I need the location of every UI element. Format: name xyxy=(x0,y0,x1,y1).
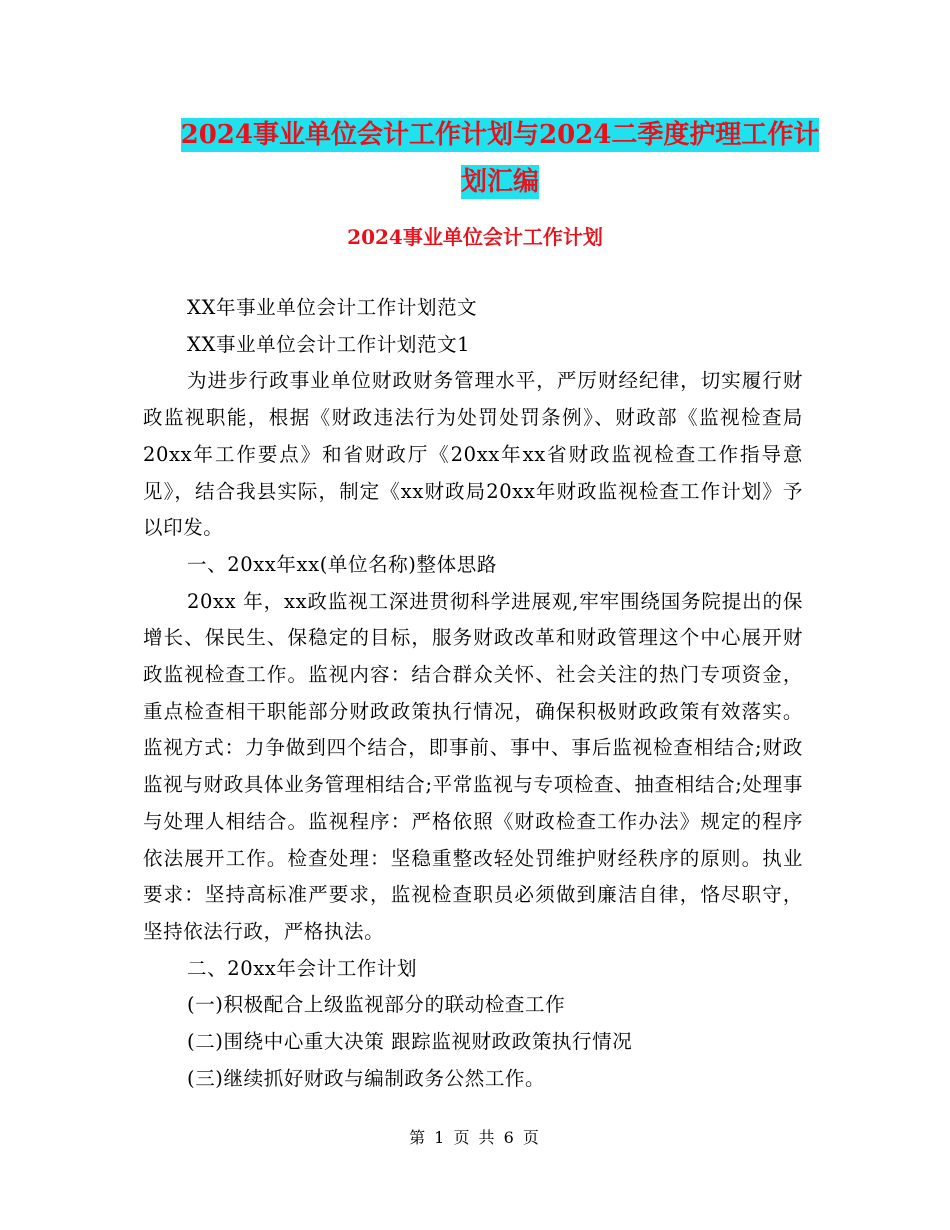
document-body xyxy=(143,290,803,1097)
paragraph: (三)继续抓好财政与编制政务公然工作。 xyxy=(187,1066,546,1090)
paragraph: 一、20xx年xx(单位名称)整体思路 xyxy=(187,552,497,576)
section-title: 2024事业单位会计工作计划 xyxy=(347,225,603,249)
paragraph: XX年事业单位会计工作计划范文 xyxy=(187,296,478,319)
document-title-line-1: 2024事业单位会计工作计划与2024二季度护理工作计 xyxy=(180,120,820,150)
document-title-line-2: 划汇编 xyxy=(460,167,539,197)
page-footer: 第 1 页 共 6 页 xyxy=(409,1128,541,1147)
paragraph: (一)积极配合上级监视部分的联动检查工作 xyxy=(187,993,566,1017)
paragraph: (二)围绕中心重大决策 跟踪监视财政政策执行情况 xyxy=(187,1030,633,1054)
paragraph: 二、20xx年会计工作计划 xyxy=(187,956,418,980)
paragraph: XX事业单位会计工作计划范文1 xyxy=(187,332,471,356)
paragraph: 为进步行政事业单位财政财务管理水平，严厉财经纪律，切实履行财政监视职能，根据《财政违法行为处罚处罚条例》、财政部《监视检查局20xx年工作要点》和省财政厅《20xx年xx省财政监视检查工作指导意见》，结合我县实际，制定《xx财政局20xx年财政监视检查工作计划》予以印发。 xyxy=(143,369,803,540)
document-title xyxy=(140,112,860,206)
paragraph: 20xx 年，xx政监视工深进贯彻科学进展观,牢牢围绕国务院提出的保增长、保民生、保稳定的目标，服务财政改革和财政管理这个中心展开财政监视检查工作。监视内容：结合群众关怀、社会关注的热门专项资金，重点检查相干职能部分财政政策执行情况，确保积极财政政策有效落实。监视方式：力争做到四个结合，即事前、事中、事后监视检查相结合;财政监视与财政具体业务管理相结合;平常监视与专项检查、抽查相结合;处理事与处理人相结合。监视程序：严格依照《财政检查工作办法》规定的程序依法展开工作。检查处理：坚稳重整改轻处罚维护财经秩序的原则。执业要求：坚持高标准严要求，监视检查职员必须做到廉洁自律，恪尽职守，坚持依法行政，严格执法。 xyxy=(143,589,803,943)
